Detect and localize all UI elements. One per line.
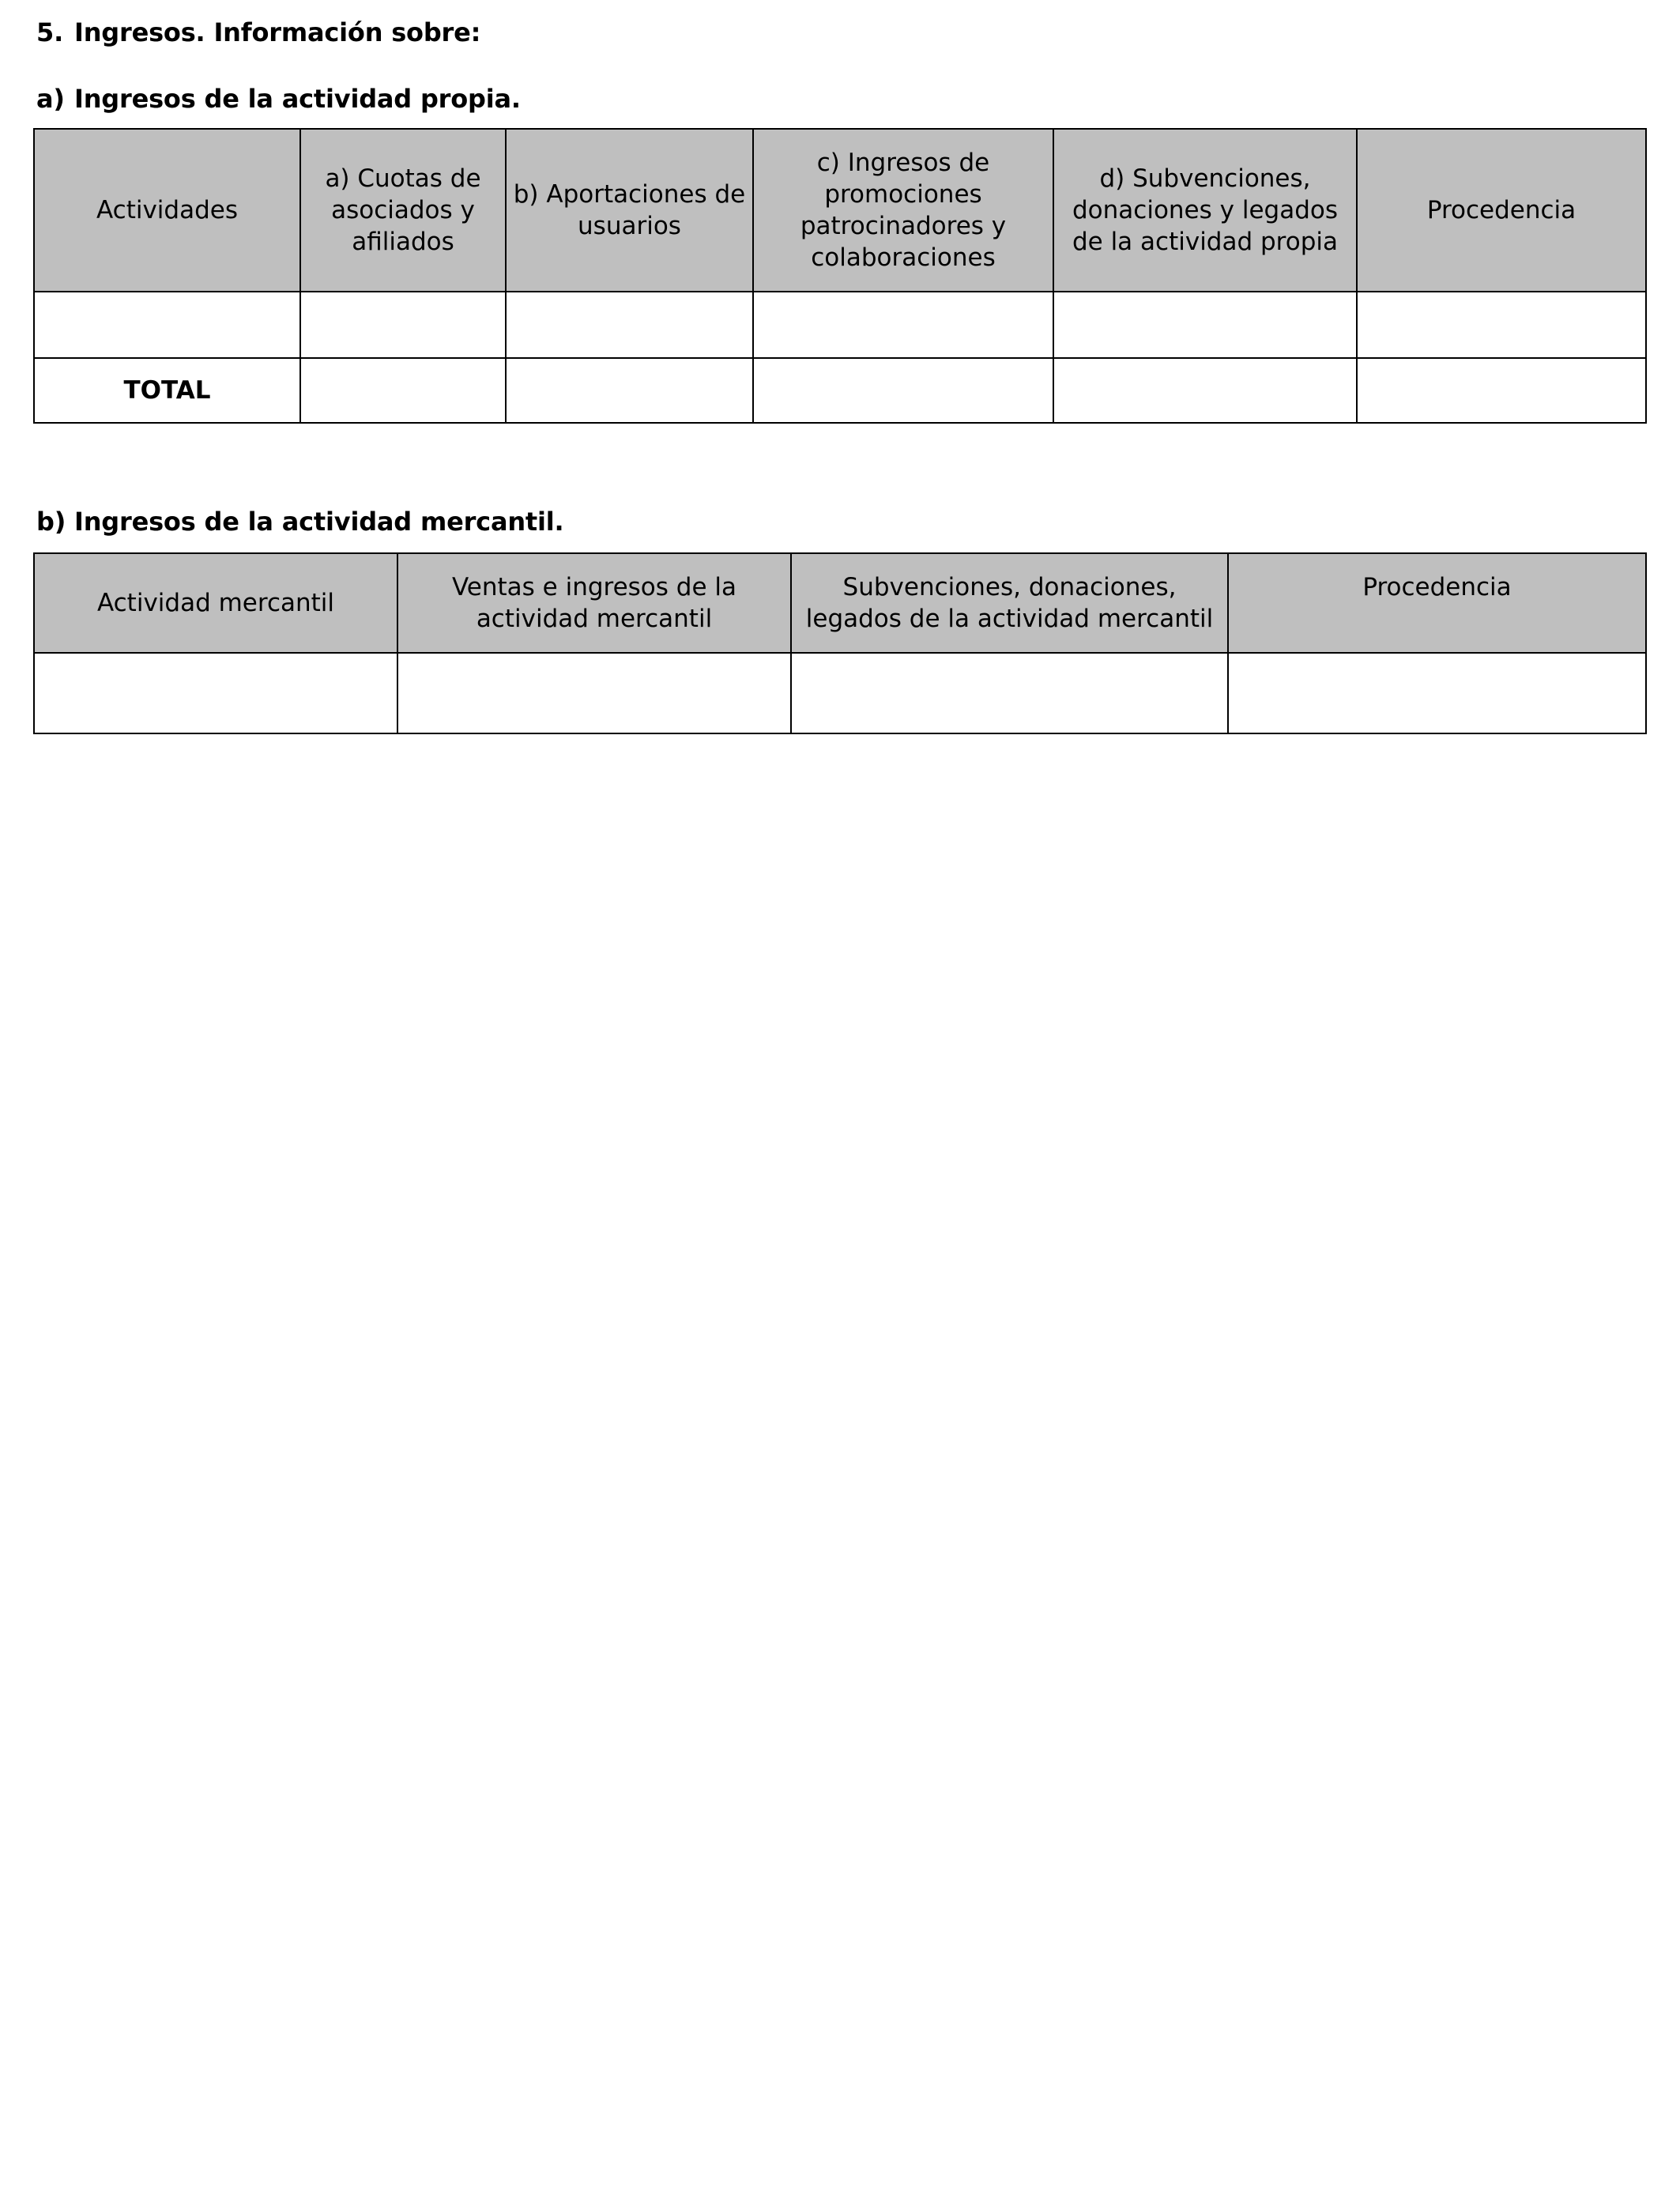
part-a-label: a) bbox=[36, 84, 65, 114]
cell-procedencia[interactable] bbox=[1357, 292, 1646, 358]
header-actividades: Actividades bbox=[34, 129, 300, 292]
header-ventas: Ventas e ingresos de la actividad mercantil bbox=[397, 553, 791, 653]
section-heading bbox=[36, 17, 480, 47]
total-procedencia[interactable] bbox=[1357, 358, 1646, 423]
total-aportaciones[interactable] bbox=[506, 358, 753, 423]
section-number: 5. bbox=[36, 17, 64, 47]
cell-cuotas[interactable] bbox=[300, 292, 506, 358]
header-promociones: c) Ingresos de promociones patrocinadores y colaboraciones bbox=[753, 129, 1053, 292]
total-promociones[interactable] bbox=[753, 358, 1053, 423]
part-a-title: Ingresos de la actividad propia. bbox=[74, 84, 521, 114]
table-row bbox=[34, 653, 1646, 733]
table-header-row bbox=[34, 129, 1646, 292]
header-actividad-mercantil: Actividad mercantil bbox=[34, 553, 397, 653]
table-row bbox=[34, 292, 1646, 358]
cell-procedencia[interactable] bbox=[1228, 653, 1646, 733]
header-procedencia: Procedencia bbox=[1228, 553, 1646, 653]
part-b-heading bbox=[36, 507, 564, 537]
actividad-propia-table bbox=[33, 128, 1647, 424]
cell-actividades[interactable] bbox=[34, 292, 300, 358]
total-row bbox=[34, 358, 1646, 423]
cell-actividad-mercantil[interactable] bbox=[34, 653, 397, 733]
header-subvenciones: d) Subvenciones, donaciones y legados de la actividad propia bbox=[1053, 129, 1357, 292]
cell-aportaciones[interactable] bbox=[506, 292, 753, 358]
cell-subvenciones-mercantil[interactable] bbox=[791, 653, 1228, 733]
cell-ventas[interactable] bbox=[397, 653, 791, 733]
header-subvenciones-mercantil: Subvenciones, donaciones, legados de la actividad mercantil bbox=[791, 553, 1228, 653]
total-cuotas[interactable] bbox=[300, 358, 506, 423]
section-title: Ingresos. Información sobre: bbox=[74, 17, 481, 47]
header-cuotas: a) Cuotas de asociados y afiliados bbox=[300, 129, 506, 292]
total-label: TOTAL bbox=[34, 358, 300, 423]
cell-subvenciones[interactable] bbox=[1053, 292, 1357, 358]
header-procedencia: Procedencia bbox=[1357, 129, 1646, 292]
cell-promociones[interactable] bbox=[753, 292, 1053, 358]
part-a-heading bbox=[36, 84, 521, 114]
header-aportaciones: b) Aportaciones de usuarios bbox=[506, 129, 753, 292]
part-b-title: Ingresos de la actividad mercantil. bbox=[74, 507, 564, 537]
actividad-mercantil-table bbox=[33, 552, 1647, 734]
total-subvenciones[interactable] bbox=[1053, 358, 1357, 423]
part-b-label: b) bbox=[36, 507, 66, 537]
table-header-row bbox=[34, 553, 1646, 653]
